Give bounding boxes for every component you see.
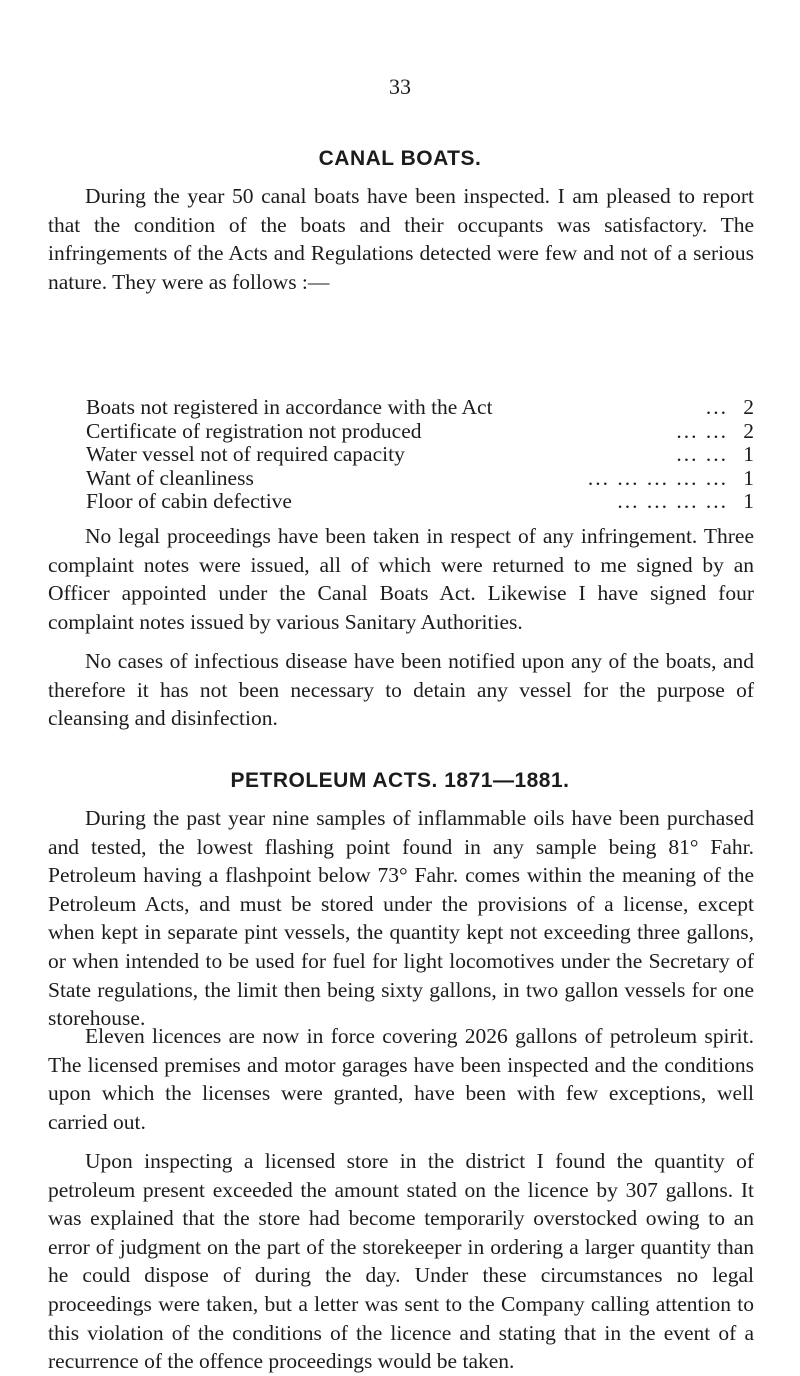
petroleum-acts-heading: PETROLEUM ACTS. 1871—1881. xyxy=(230,769,570,792)
list-item xyxy=(86,420,754,444)
infringement-count: 2 xyxy=(743,395,754,419)
legal-proceedings-paragraph: No legal proceedings have been taken in respect of any infringement. Three complaint notes were issued, all of which were returned to me signed by an Officer appointed under the Canal Boats Act. Likewise I have signed four complaint notes issued by various Sanitary Authorities. xyxy=(48,524,754,634)
dot-leader: ... ... ... ... xyxy=(617,490,728,513)
list-item xyxy=(86,467,754,491)
list-item xyxy=(86,396,754,420)
dot-leader: ... xyxy=(705,396,728,419)
samples-paragraph: During the past year nine samples of inflammable oils have been purchased and tested, the lowest flashing point found in any sample being 81° Fahr. Petroleum having a flashpoint below 73° Fahr. comes within the meaning of the Petroleum Acts, and must be stored under the provisions of a license, except when kept in separate pint vessels, the quantity kept not exceeding three gallons, or when intended to be used for fuel for light locomotives under the Secretary of State regulations, the limit then being sixty gallons, in two gallon vessels for one storehouse. xyxy=(48,806,754,1031)
infringement-label: Water vessel not of required capacity xyxy=(86,442,405,466)
infectious-disease-paragraph: No cases of infectious disease have been notified upon any of the boats, and therefore it has not been necessary to detain any vessel for the purpose of cleansing and disinfection. xyxy=(48,649,754,731)
infringement-count: 1 xyxy=(743,465,754,490)
list-item xyxy=(86,443,754,467)
infringement-count: 1 xyxy=(743,442,754,466)
list-item xyxy=(86,490,754,514)
infringements-list xyxy=(86,396,754,514)
canal-boats-intro: During the year 50 canal boats have been inspected. I am pleased to report that the condition of the boats and their occupants was satisfactory. The infringements of the Acts and Regulations detected were few and not of a serious nature. They were as follows :— xyxy=(48,184,754,294)
infringement-label: Certificate of registration not produced xyxy=(86,418,422,443)
page-number: 33 xyxy=(389,74,411,99)
infringement-count: 1 xyxy=(743,489,754,513)
canal-boats-heading: CANAL BOATS. xyxy=(318,147,482,170)
licensed-store-paragraph: Upon inspecting a licensed store in the district I found the quantity of petroleum present exceeded the amount stated on the licence by 307 gallons. It was explained that the store had become temporarily overstocked owing to an error of judgment on the part of the storekeeper in ordering a larger quantity than he could dispose of during the day. Under these circumstances no legal proceedings were taken, but a letter was sent to the Company calling attention to this violation of the conditions of the licence and stating that in the event of a recurrence of the offence proceedings would be taken. xyxy=(48,1149,754,1374)
infringement-count: 2 xyxy=(743,418,754,443)
dot-leader: ... ... xyxy=(676,443,728,466)
infringement-label: Floor of cabin defective xyxy=(86,489,292,513)
infringement-label: Want of cleanliness xyxy=(86,465,254,490)
dot-leader: ... ... ... ... ... xyxy=(587,466,728,490)
licences-paragraph: Eleven licences are now in force covering 2026 gallons of petroleum spirit. The licensed premises and motor garages have been inspected and the conditions upon which the licenses were granted, have been with few exceptions, well carried out. xyxy=(48,1024,754,1134)
dot-leader: ... ... xyxy=(676,419,728,443)
infringement-label: Boats not registered in accordance with the Act xyxy=(86,395,493,419)
